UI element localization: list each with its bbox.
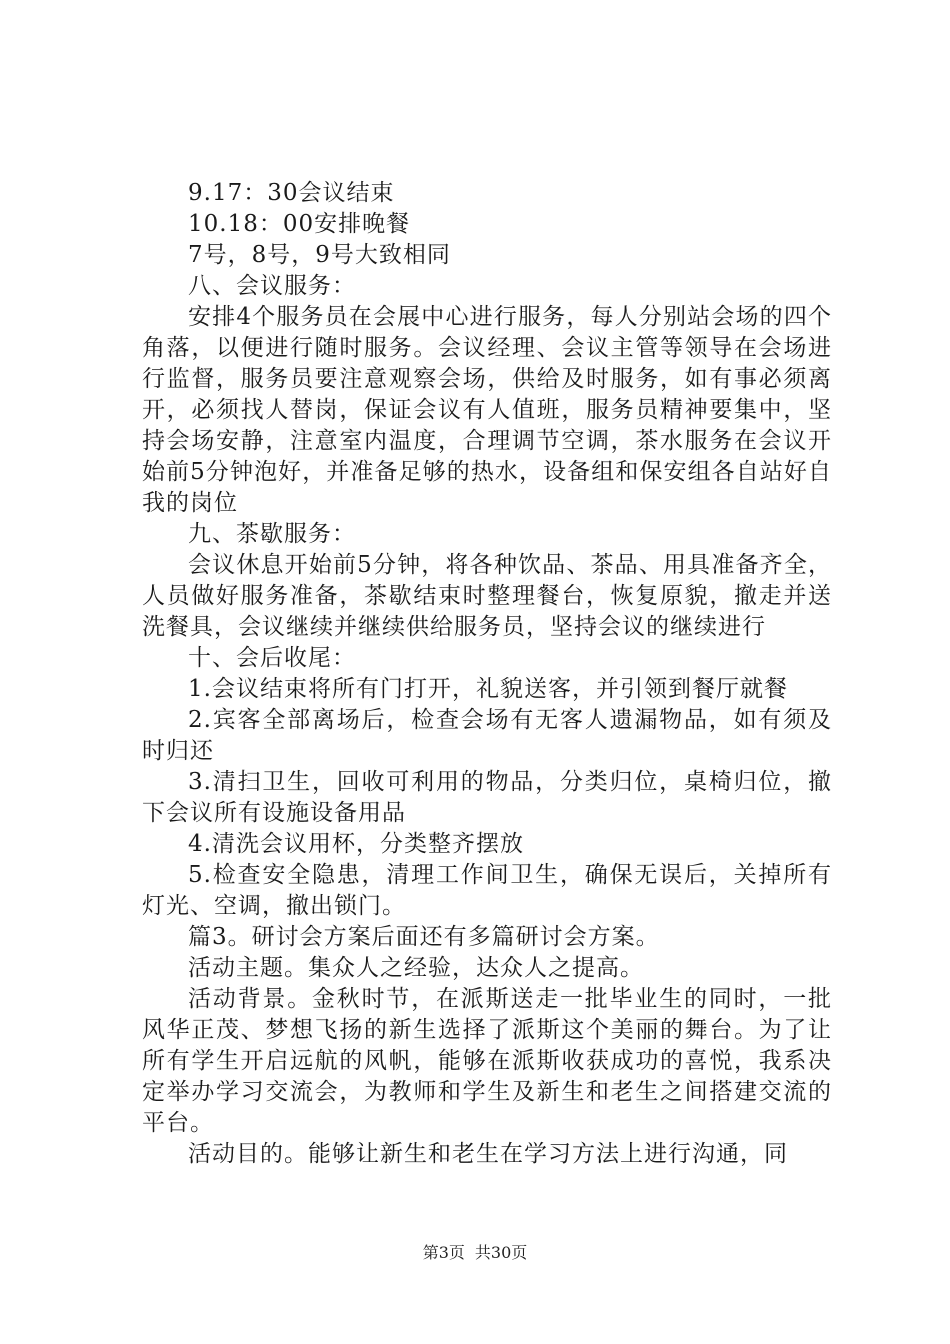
paragraph-chapter-3: 篇3。研讨会方案后面还有多篇研讨会方案。 — [188, 924, 660, 950]
list-item-5: 5.检查安全隐患，清理工作间卫生，确保无误后，关掉所有灯光、空调，撤出锁门。 — [142, 862, 832, 919]
paragraph-activity-purpose: 活动目的。能够让新生和老生在学习方法上进行沟通，同 — [188, 1141, 788, 1167]
page-number: 第3页 — [422, 1243, 465, 1262]
page-footer — [0, 1243, 950, 1263]
list-item-1: 1.会议结束将所有门打开，礼貌送客，并引领到餐厅就餐 — [188, 676, 788, 702]
list-item-4: 4.清洗会议用杯，分类整齐摆放 — [188, 831, 524, 857]
heading-meeting-service: 八、会议服务： — [188, 273, 356, 299]
document-body — [142, 178, 832, 1170]
list-item-3: 3.清扫卫生，回收可利用的物品，分类归位，桌椅归位，撤下会议所有设施设备用品 — [142, 769, 832, 826]
paragraph-dinner: 10.18：00安排晚餐 — [188, 211, 411, 237]
page-total: 共30页 — [474, 1243, 528, 1262]
paragraph-meeting-end: 9.17：30会议结束 — [188, 180, 395, 206]
paragraph-same-days: 7号，8号，9号大致相同 — [188, 242, 451, 268]
paragraph-activity-background: 活动背景。金秋时节，在派斯送走一批毕业生的同时，一批风华正茂、梦想飞扬的新生选择了派斯这个美丽的舞台。为了让所有学生开启远航的风帆，能够在派斯收获成功的喜悦，我系决定举办学习交流会，为教师和学生及新生和老生之间搭建交流的平台。 — [142, 986, 832, 1136]
heading-post-meeting: 十、会后收尾： — [188, 645, 356, 671]
paragraph-activity-theme: 活动主题。集众人之经验，达众人之提高。 — [188, 955, 644, 981]
heading-tea-break-service: 九、茶歇服务： — [188, 521, 356, 547]
paragraph-meeting-service: 安排4个服务员在会展中心进行服务，每人分别站会场的四个角落，以便进行随时服务。会议经理、会议主管等领导在会场进行监督，服务员要注意观察会场，供给及时服务，如有事必须离开，必须找人替岗，保证会议有人值班，服务员精神要集中，坚持会场安静，注意室内温度，合理调节空调，茶水服务在会议开始前5分钟泡好，并准备足够的热水，设备组和保安组各自站好自我的岗位 — [142, 304, 832, 516]
paragraph-tea-break-service: 会议休息开始前5分钟，将各种饮品、茶品、用具准备齐全，人员做好服务准备，茶歇结束时整理餐台，恢复原貌，撤走并送洗餐具，会议继续并继续供给服务员，坚持会议的继续进行 — [142, 552, 832, 640]
list-item-2: 2.宾客全部离场后，检查会场有无客人遗漏物品，如有须及时归还 — [142, 707, 832, 764]
